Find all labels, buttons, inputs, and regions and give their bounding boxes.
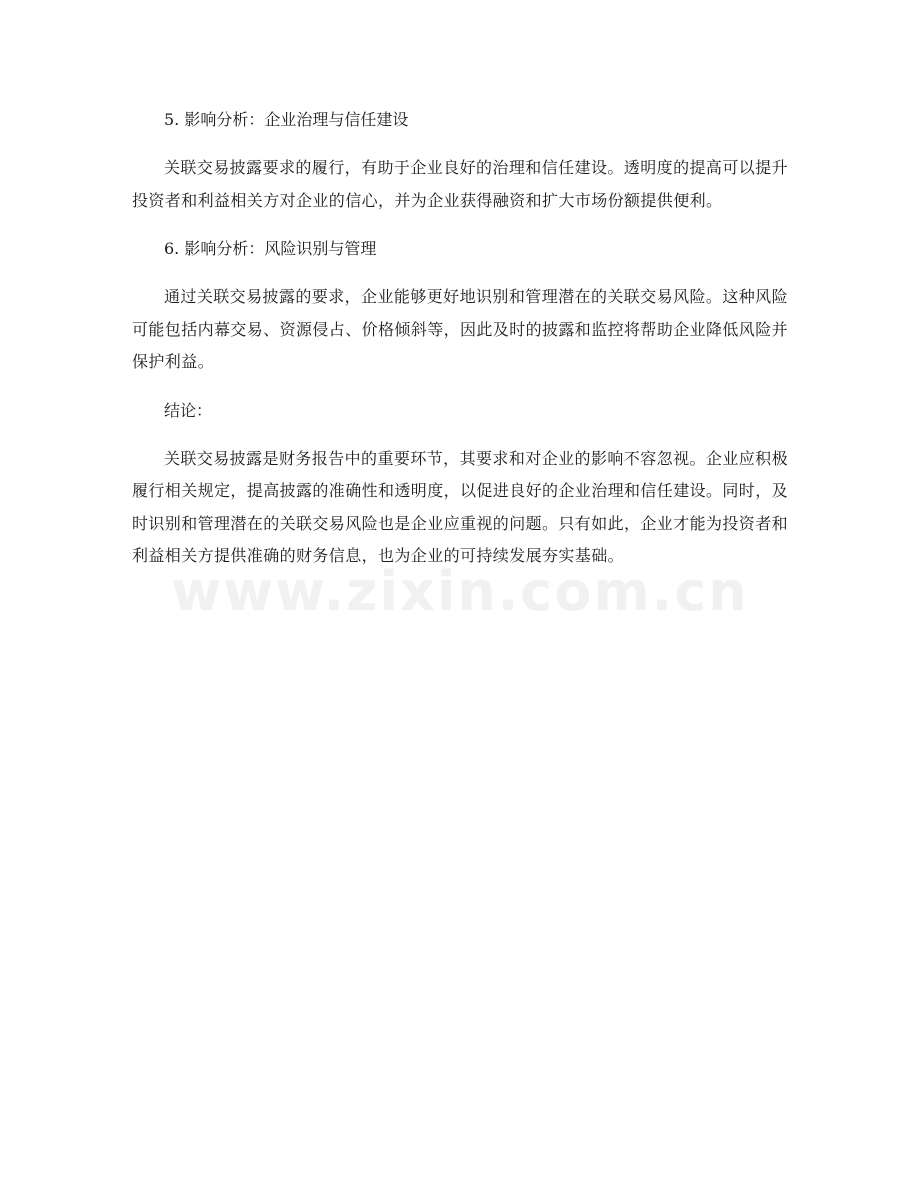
conclusion-paragraph: 关联交易披露是财务报告中的重要环节，其要求和对企业的影响不容忽视。企业应积极履行相关规定，提高披露的准确性和透明度，以促进良好的企业治理和信任建设。同时，及时识别和管理潜在的关联交易风险也是企业应重视的问题。只有如此，企业才能为投资者和利益相关方提供准确的财务信息，也为企业的可持续发展夯实基础。 — [132, 448, 789, 565]
document-body — [132, 104, 788, 589]
section-6-paragraph: 通过关联交易披露的要求，企业能够更好地识别和管理潜在的关联交易风险。这种风险可能包括内幕交易、资源侵占、价格倾斜等，因此及时的披露和监控将帮助企业降低风险并保护利益。 — [132, 287, 789, 371]
section-6-heading: 6. 影响分析：风险识别与管理 — [164, 239, 377, 258]
section-5-heading: 5. 影响分析：企业治理与信任建设 — [164, 110, 409, 129]
section-5-paragraph: 关联交易披露要求的履行，有助于企业良好的治理和信任建设。透明度的提高可以提升投资者和利益相关方对企业的信心，并为企业获得融资和扩大市场份额提供便利。 — [132, 158, 788, 210]
watermark: www.zixin.com.cn — [171, 560, 749, 623]
conclusion-heading: 结论： — [164, 400, 213, 420]
